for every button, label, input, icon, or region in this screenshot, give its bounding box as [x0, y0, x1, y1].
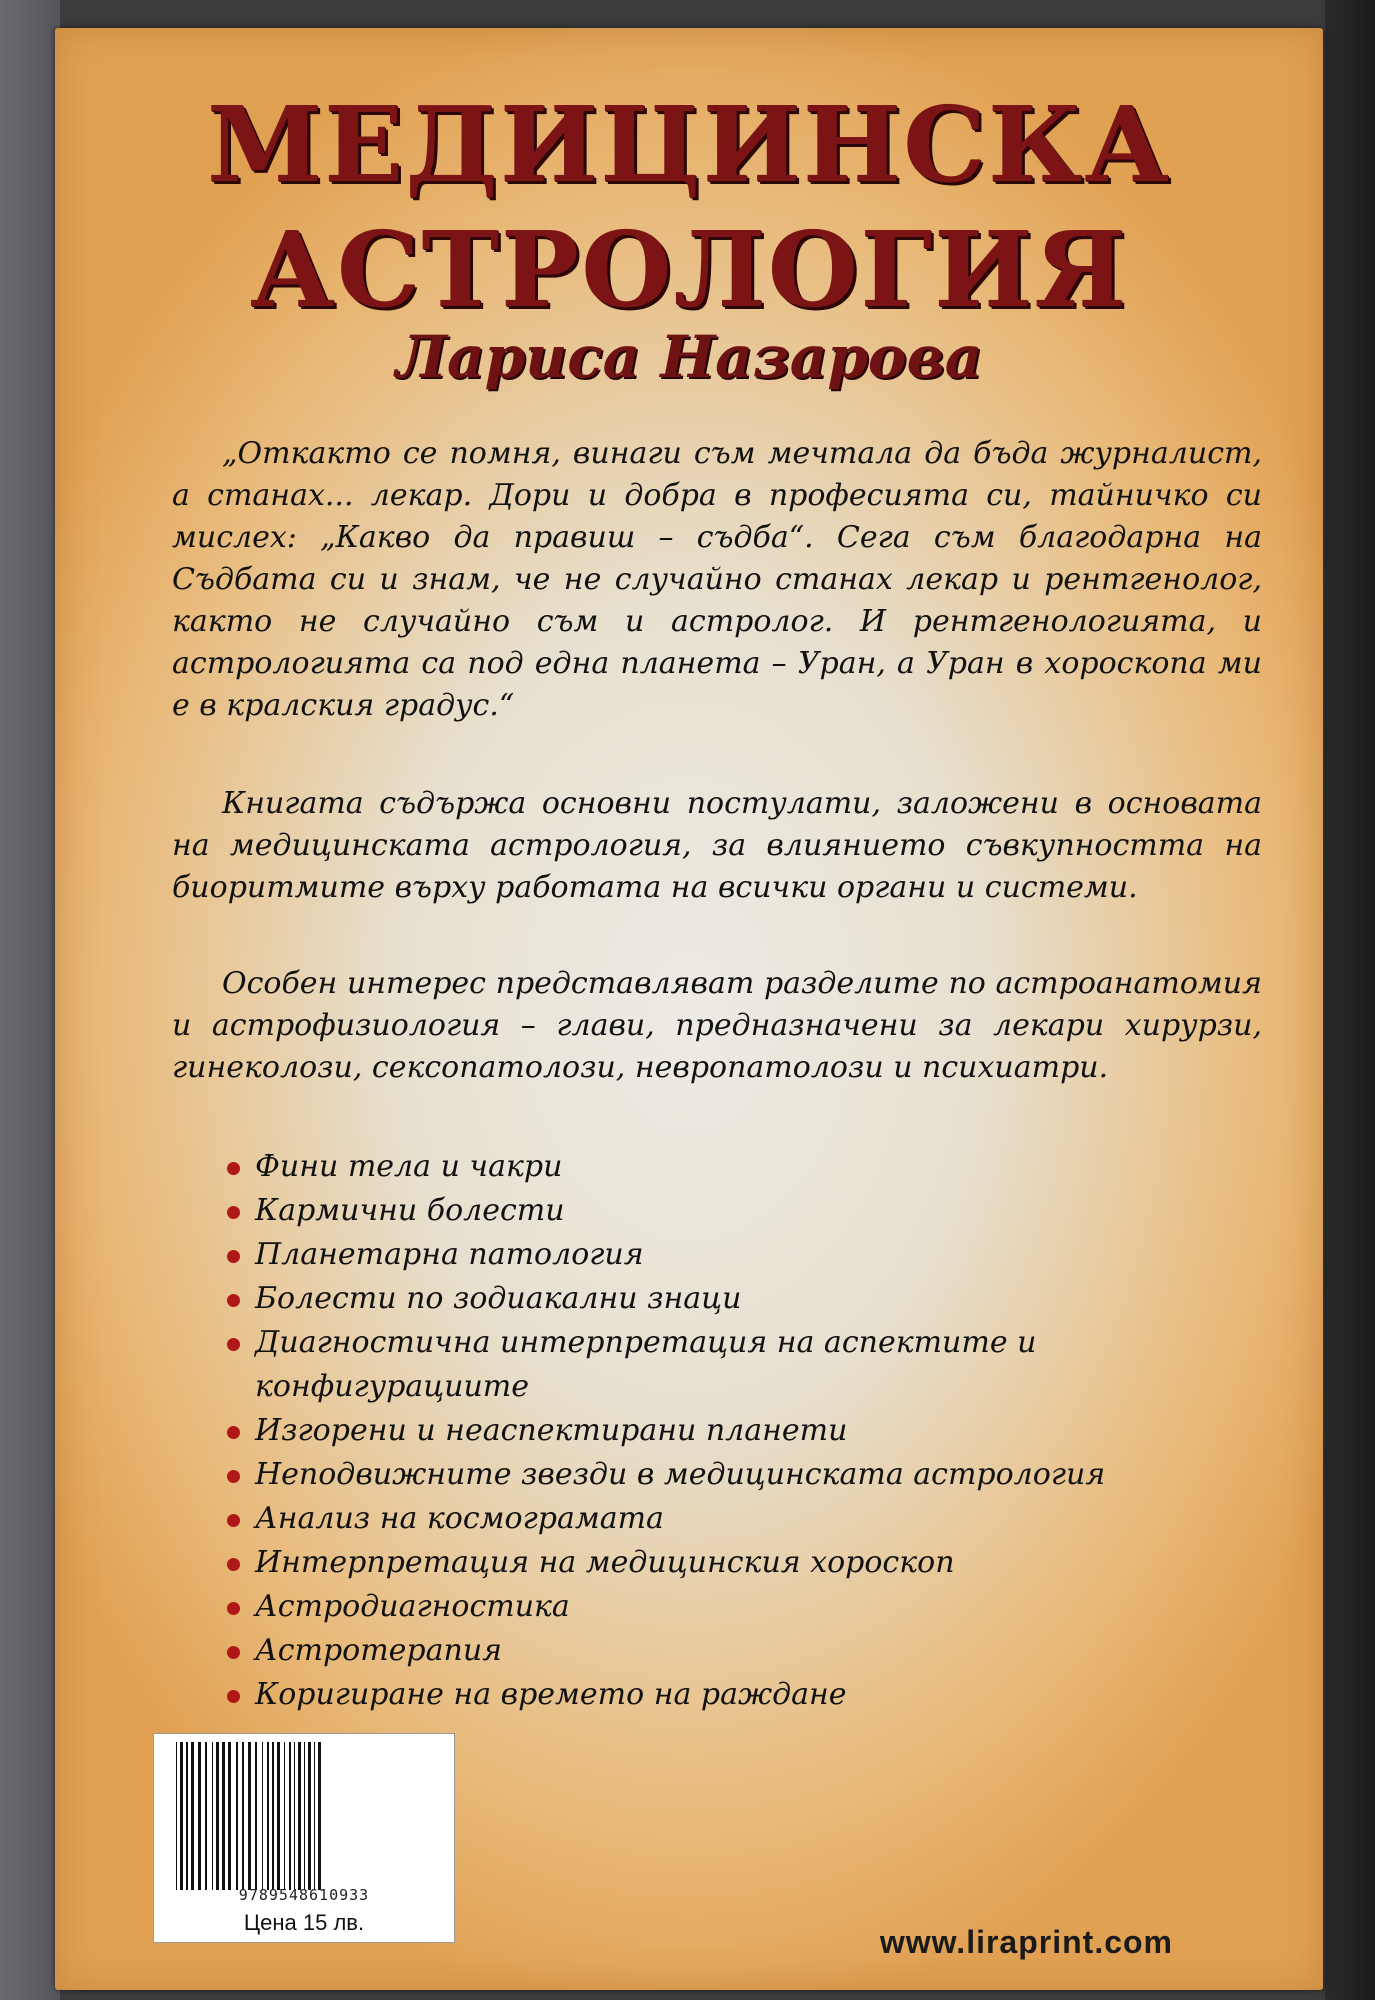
topic-item: Диагностична интерпретация на аспектите и конфигурациите: [225, 1321, 1225, 1409]
publisher-url: www.liraprint.com: [879, 1924, 1173, 1960]
description-paragraph-1: Книгата съдържа основни постулати, заложени в основата на медицинската астрология, за влиянието съвкупността на биоритмите върху работата на всички органи и системи.: [172, 786, 1262, 905]
topic-item: Кармични болести: [225, 1189, 1225, 1233]
barcode-bar: [255, 1742, 257, 1890]
book-author: Лариса Назарова: [395, 323, 983, 391]
barcode-bar: [191, 1742, 194, 1890]
barcode-bar: [236, 1742, 238, 1890]
barcode-bar: [228, 1742, 231, 1890]
topic-item: Изгорени и неаспектирани планети: [225, 1409, 1225, 1453]
topic-item: Астродиагностика: [225, 1585, 1225, 1629]
topic-item: Астротерапия: [225, 1629, 1225, 1673]
barcode-bar: [294, 1742, 295, 1890]
barcode-bar: [284, 1742, 285, 1890]
price-label: Цена 15 лв.: [243, 1910, 365, 1935]
barcode-bar: [289, 1742, 291, 1890]
topic-item: Коригиране на времето на раждане: [225, 1673, 1225, 1717]
background-left: [0, 0, 60, 2000]
topic-item: Интерпретация на медицинския хороскоп: [225, 1541, 1225, 1585]
topic-item: Неподвижните звезди в медицинската астрология: [225, 1453, 1225, 1497]
book-back-cover: [55, 28, 1323, 1990]
barcode-bar: [180, 1742, 183, 1890]
topic-item: Болести по зодиакални знаци: [225, 1277, 1225, 1321]
barcode-bar: [198, 1742, 201, 1890]
barcode-bar: [262, 1742, 263, 1890]
barcode-bar: [212, 1742, 213, 1890]
barcode-bar: [277, 1742, 280, 1890]
author-quote: „Откакто се помня, винаги съм мечтала да бъда журналист, а станах... лекар. Дори и добра в професията си, тайничко си мислех: „Какво да правиш – съдба“. Сега съм благодарна на Съдбата си и знам, че не случайно станах лекар и рентгенолог, както не случайно съм и астролог. И рентгенологията, и астрологията са под една планета – Уран, а Уран в хороскопа ми е в кралския градус.“: [172, 436, 1262, 723]
barcode-label: [153, 1733, 455, 1943]
topic-item: Анализ на космограмата: [225, 1497, 1225, 1541]
barcode-bar: [304, 1742, 305, 1890]
book-title-line-2: АСТРОЛОГИЯ: [250, 208, 1128, 331]
barcode-bar: [176, 1742, 177, 1890]
topic-item: Планетарна патология: [225, 1233, 1225, 1277]
barcode-bar: [222, 1742, 225, 1890]
barcode-bar: [308, 1742, 311, 1890]
description-paragraph-2: Особен интерес представляват разделите по астроанатомия и астрофизиология – глави, предназначени за лекари хирурзи, гинеколози, сексопатолози, невропатолози и психиатри.: [172, 966, 1262, 1085]
barcode-bar: [298, 1742, 301, 1890]
barcode-bar: [216, 1742, 219, 1890]
barcode-bar: [248, 1742, 251, 1890]
barcode-bar: [205, 1742, 207, 1890]
book-title-line-1: МЕДИЦИНСКА: [206, 83, 1172, 206]
barcode-bar: [314, 1742, 315, 1890]
barcode-bar: [318, 1742, 321, 1890]
barcode: [172, 1742, 432, 1890]
isbn-digits: 9789548610933: [238, 1886, 370, 1904]
barcode-bar: [242, 1742, 244, 1890]
topic-item: Фини тела и чакри: [225, 1145, 1225, 1189]
topic-list: [225, 1145, 1225, 1717]
barcode-bar: [186, 1742, 188, 1890]
background-right: [1325, 0, 1375, 2000]
barcode-bar: [272, 1742, 274, 1890]
barcode-bar: [267, 1742, 269, 1890]
